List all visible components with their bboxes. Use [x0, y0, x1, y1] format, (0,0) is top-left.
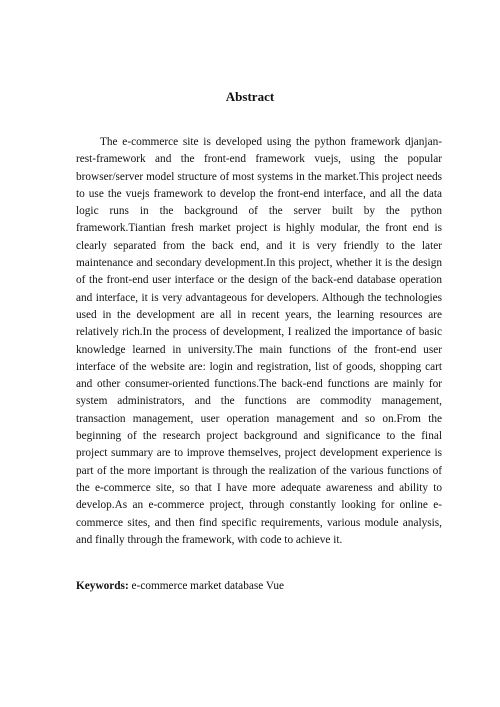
abstract-body: The e-commerce site is developed using the python framework djanjan-rest-framework and the front-end framework vuejs, using the popular browser/server model structure of most systems in the market.This project needs to use the vuejs framework to develop the front-end interface, and all the data logic runs in the background of the server built by the python framework.Tiantian fresh market project is highly modular, the front end is clearly separated from the back end, and it is very friendly to the later maintenance and secondary development.In this project, whether it is the design of the front-end user interface or the design of the back-end database operation and interface, it is very advantageous for developers. Although the technologies used in the development are all in recent years, the learning resources are relatively rich.In the process of development, I realized the importance of basic knowledge learned in university.The main functions of the front-end user interface of the website are: login and registration, list of goods, shopping cart and other consumer-oriented functions.The back-end functions are mainly for system administrators, and the functions are commodity management, transaction management, user operation management and so on.From the beginning of the research project background and significance to the final project summary are to improve themselves, project development experience is part of the more important is through the realization of the various functions of the e-commerce site, so that I have more adequate awareness and ability to develop.As an e-commerce project, through constantly looking for online e-commerce sites, and then find specific requirements, various module analysis, and finally through the framework, with code to achieve it.	[76, 136, 442, 546]
keywords-label: Keywords:	[76, 580, 129, 592]
keywords-line	[76, 578, 442, 594]
abstract-title: Abstract	[225, 89, 275, 104]
keywords-value: e-commerce market database Vue	[128, 580, 285, 592]
